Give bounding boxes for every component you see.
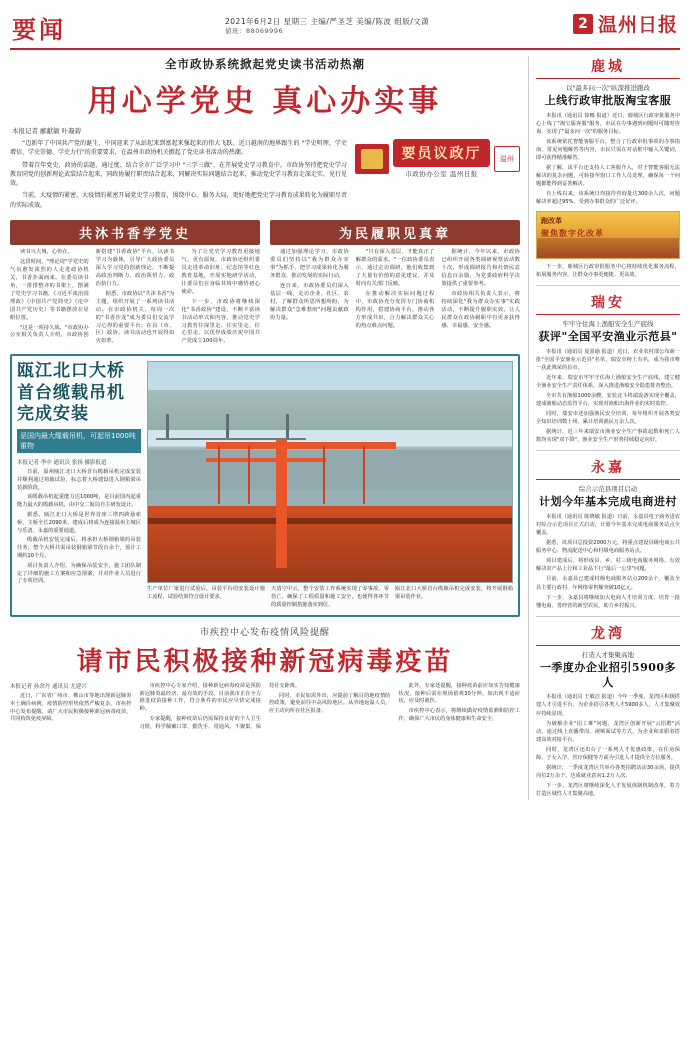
paragraph: 据了解，该平台还支持人工客服介入，对于智能客服无法解决的复杂问题，可转接至窗口工作人员处理，确保每一个问题都能得到妥善解决。 xyxy=(536,165,680,188)
bottom-article xyxy=(10,625,520,732)
paragraph: 下一步，永嘉县将继续加大电商人才培训力度，培育一批懂电商、善经营的新型农民，助力乡村振兴。 xyxy=(536,594,680,609)
lead-kicker: 全市政协系统掀起党史读书活动热潮 xyxy=(165,57,365,71)
seal-icon: 温州 xyxy=(494,146,520,172)
brief-kicker: 综合示范县项目启动 xyxy=(578,485,638,494)
sub-article-head: 共沐书香学党史 xyxy=(10,220,260,245)
brief-item-lucheng xyxy=(536,56,680,279)
page-number: 2 xyxy=(573,14,593,34)
lead-text xyxy=(10,139,347,213)
brief-body xyxy=(536,348,680,445)
photo-captions xyxy=(147,586,513,609)
brief-body xyxy=(536,693,680,798)
masthead-info xyxy=(225,16,429,37)
feature-title-line1: 瓯江北口大桥 xyxy=(17,361,125,382)
crane-jib xyxy=(206,442,396,449)
paragraph: 为了让党史学习教育更接地气、更有温度，市政协还组织委员走进革命旧址、纪念馆等红色教育基地，开展实地研学活动，让委员们在身临其境中感悟初心使命。 xyxy=(181,249,260,295)
feature-photo-side xyxy=(147,361,513,609)
paragraph: 这段时间，"理论周"学党史的气氛愈发浓烈的人走进政协机关，书香扑面而来。在委员读书角，一排排整齐的书架上，摆满了党史学习书籍，《习近平谈治国理政》《中国共产党简史》《论中国共产党历史》等书籍摆放在显眼位置。 xyxy=(10,259,89,321)
feature-subtitle: 是国内最大缆载吊机，可起吊1000吨重物 xyxy=(17,429,141,453)
sub-articles xyxy=(10,220,520,346)
brief-kicker: 以"最多问一次"纵深推进跑改 xyxy=(566,84,650,92)
paragraph: 项目负责人介绍，为确保吊装安全，施工团队制定了详细的施工方案和应急预案，并对作业人员进行了专项培训。 xyxy=(17,562,141,585)
brief-title: 获评"全国平安渔业示范县" xyxy=(538,329,678,343)
crane-cable xyxy=(363,446,365,504)
emblem-icon xyxy=(355,144,389,174)
brief-body-tail xyxy=(536,263,680,279)
paragraph: 据悉，瓯江北口大桥是世界首座三塔四跨悬索桥，主桥全长2090米，建成后将成为连接温州主城区与乐清、永嘉的重要通道。 xyxy=(17,512,141,534)
paper-name: 温州日报 xyxy=(597,14,678,36)
brief-item-ruian xyxy=(536,292,680,445)
feature-title xyxy=(17,361,141,425)
badge-title: 要员议政厅 xyxy=(401,146,482,162)
brief-kicker: 牢牢守住海上渔船安全生产底线 xyxy=(562,319,654,328)
main-column xyxy=(10,56,520,800)
paragraph: 据悉，市政协以"共沐书香"为主题，组织开展了一系列读书活动。在市政协机关，每周一次的"书香沙龙"成为委员们交流学习心得的重要平台；在县（市、区）政协，读书活动也开展得如火如荼。 xyxy=(95,290,175,345)
brief-title: 上线行政审批版淘宝客服 xyxy=(544,94,672,107)
lead-para: 当前，大疫情的紧密，大疫情的紧密开展党史学习教育，围绕中心、服务大局，更好地把党史学习教育成果转化为履职尽责的实际成效。 xyxy=(10,192,347,209)
lead-para: 带着百年党史，政协的话题、通过度、结合全市广泛学习中 "三学三做"、在开展党史学习教育中，市政协坚持把党史学习教育同党的创新理论武装结合起来，同政协履行职责结合起来，同解决实际问题结合起来，推动党史学习教育走深走实、见行见效。 xyxy=(10,161,347,188)
bottom-body xyxy=(10,683,520,732)
section-badge xyxy=(355,139,520,213)
badge-subtitle: 市政协办公室 温州日报 xyxy=(393,167,490,178)
paragraph: 日前，温州瓯江北口大桥首台缆载吊机完成安装并顺利通过荷载试验，标志着大桥建设进入钢箱梁吊装新阶段。 xyxy=(17,469,141,491)
paragraph: 近年来，瑞安市牢牢守住海上渔船安全生产底线，建立健全渔业安全生产责任体系，深入推进渔船安全隐患排查整治。 xyxy=(536,374,680,389)
paragraph: "只有深入基层，才能真正了解群众的需求。"一位政协委员表示，通过走访调研，他们收集到了大量有价值的意见建议，并及时向有关部门反映。 xyxy=(355,249,435,287)
paragraph: 为破解企业"招工难"问题，龙湾区创新开展"云招聘"活动，通过线上直播带岗、视频面试等方式，为企业和求职者搭建高效对接平台。 xyxy=(536,720,680,743)
caption-right: 瓯江北口大桥首台缆载吊机完成安装，将开展钢箱梁吊装作业。 xyxy=(395,586,513,601)
paragraph: 市政协相关负责人表示，将持续深化"我为群众办实事"实践活动，不断提升履职实效，让人民群众在政协履职中有更多获得感、幸福感、安全感。 xyxy=(441,290,520,329)
paragraph: 近日，广东省广州市、佛山市等地出现新冠肺炎本土确诊病例，疫情防控形势依然严峻复杂。市疾控中心发布提醒，请广大市民积极接种新冠病毒疫苗，共同构筑免疫屏障。 xyxy=(10,692,132,723)
paragraph: 全市共有渔船1000余艘，安装北斗终端设备实现全覆盖，建成渔船动态监管平台，实现对渔船出海作业的实时监控。 xyxy=(536,392,680,407)
caption-mid: 天清空中云，整个安装工作系统实现了零事故、零伤亡，确保了工程质量和施工安全，也使得各环节的质量控制措施落实到位。 xyxy=(271,586,389,608)
feature-body xyxy=(17,469,141,586)
paragraph: 自上线以来，该系统日均接待咨询量达300余人次，问题解决率超过95%，受到办事群众的广泛好评。 xyxy=(536,191,680,206)
brief-body xyxy=(536,112,680,207)
briefs-column xyxy=(528,56,680,800)
lead-byline: 本报记者 郦献敏 叶凝碧 xyxy=(12,127,82,135)
brief-byline: 本报讯（通讯员 夏盈瑜 报道）近日，农业农村部公布新一批"全国平安渔业示范县"名单，瑞安市榜上有名，成为我市唯一获此殊荣的县市。 xyxy=(536,348,680,371)
badge-row xyxy=(355,139,520,178)
lead-headline: 用心学党史 真心办实事 xyxy=(87,84,443,119)
brief-town: 龙湾 xyxy=(536,623,680,646)
crane-photo xyxy=(147,361,513,583)
lead-para: “迈新年了中国共产党的诞生，中国迎来了从站起来到富起来强起来的伟大飞跃。近日越南的地界跟生的 "学史明理、学史增信、学史崇德、学史力行"的重要要求，在温州市政协机关掀起了党史读书活动的热潮。 xyxy=(10,140,347,157)
paragraph: 据悉，该项目总投资2000万元，将重点建设县级电商公共服务中心、物流配送中心和村级电商服务站点。 xyxy=(536,540,680,555)
masthead xyxy=(10,8,680,50)
brief-town: 鹿城 xyxy=(536,56,680,79)
feature-byline: 本报记者 李中 通讯员 张扬 摄影报道 xyxy=(17,460,107,467)
paragraph: 同时，龙湾区还出台了一系列人才优惠政策，在住房保障、子女入学、医疗保健等方面为引进人才提供全方位服务。 xyxy=(536,746,680,761)
brief-title: 一季度办企业招引5900多人 xyxy=(539,660,677,689)
section-title: 要闻 xyxy=(12,15,66,44)
paragraph: 读书兴大城，心传在。 xyxy=(20,249,73,256)
bottom-headline: 请市民积极接种新冠病毒疫苗 xyxy=(76,646,454,677)
brief-illustration xyxy=(536,211,680,259)
page-body xyxy=(10,56,680,800)
river-water xyxy=(148,450,512,490)
paragraph: 连日来，市政协委员们深入基层一线，走访企业、社区、农村，了解群众所思所想所盼，为解决群众"急难愁盼"问题贡献政协力量。 xyxy=(270,282,349,321)
bottom-kicker: 市疾控中心发布疫情风险提醒 xyxy=(199,627,330,638)
crane-cable xyxy=(218,446,220,504)
brief-title: 计划今年基本完成电商进村 xyxy=(539,495,677,509)
brief-body xyxy=(536,513,680,610)
sub-article xyxy=(270,220,520,346)
lead-area xyxy=(10,139,520,213)
paragraph: 缆载吊机安装完成后，将承担大桥钢箱梁的吊装任务。整个大桥共需吊装钢箱梁节段百余个，预计工期约10个月。 xyxy=(17,537,141,560)
publication-date: 2021年6月2日 星期三 主编/严圣芝 美编/陈波 组版/文潇 xyxy=(225,17,430,26)
brief-item-longwan xyxy=(536,623,680,798)
bridge-deck-foreground xyxy=(148,506,512,582)
paragraph: 据统计，今年以来，市政协已组织开展各类调研视察活动数十次，形成调研报告和社情民意信息百余篇，为党委政府科学决策提供了重要参考。 xyxy=(441,249,520,287)
paragraph: 据统计，一季度龙湾区共举办各类招聘活动30余场，提供岗位2万余个，达成就业意向1.2万人次。 xyxy=(536,764,680,779)
badge-banner xyxy=(393,139,490,167)
paragraph: 专家提醒，接种疫苗后仍需保持良好的个人卫生习惯，科学佩戴口罩、勤洗手、常通风、不聚集、保持社交距离。 xyxy=(139,682,301,730)
sub-article-body xyxy=(10,249,260,346)
paragraph: 通过加强理论学习，市政协委员们坚持以"我为群众办实事"为抓手，把学习成果转化为服务群众、推动发展的实际行动。 xyxy=(270,249,349,279)
brief-town: 瑞安 xyxy=(536,292,680,315)
bottom-byline: 本报记者 孙余丹 通讯员 尤建兴 xyxy=(10,683,87,690)
paragraph: "这是一项持久战。"市政协办公室相关负责人介绍，市政协创新搭建"书香政协"平台，以读书学习为载体，引导广大政协委员深入学习党的创新理论，不断提高政治判断力、政治领悟力、政治执行力。 xyxy=(10,249,175,339)
contact-line: 値班：88069996 xyxy=(225,27,284,36)
caption-left: 生产单位厂家进行试验后，吊装平台的安装设计施工流程，试验结果符合设计要求。 xyxy=(147,586,265,601)
crane-mast xyxy=(276,440,287,568)
paragraph: 此外，专家还提醒，接种疫苗前应如实告知健康状况，接种后需在现场留观30分钟。如出现不适症状，应及时就医。 xyxy=(398,682,520,705)
illustration-label-2: 聚焦数字化改革 xyxy=(541,228,604,238)
illustration-skyline xyxy=(537,238,679,258)
paragraph: 下一步，龙湾区将继续深化人才发展体制机制改革，着力打造区域性人才集聚高地。 xyxy=(536,783,680,798)
paragraph: 市疾控中心专家介绍，接种新冠病毒疫苗是预防新冠肺炎最经济、最有效的手段。目前我市正在全力推进疫苗接种工作，符合条件的市民应尽快完成接种。 xyxy=(139,682,261,713)
brief-byline: 本报讯（通讯员 陈晓敏 报道）日前，永嘉县电子商务进农村综合示范项目正式启动，计划今年基本完成电商服务站点全覆盖。 xyxy=(536,514,680,537)
brief-town: 永嘉 xyxy=(536,457,680,480)
paragraph: 同时，瑞安市还加强渔民安全培训，每年组织开展各类安全知识培训数十场，累计培训渔民万余人次。 xyxy=(536,410,680,425)
brief-byline: 本报讯（通讯员 王敏洁 报道）今年一季度，龙湾区积极搭建人才引进平台，为企业招引各类人才5900多人，人才集聚效应持续显现。 xyxy=(536,694,680,717)
paragraph: 项目建成后，将形成县、乡、村三级电商服务网络，有效解决农产品上行和工业品下行"最后一公里"问题。 xyxy=(536,558,680,573)
sub-article-body xyxy=(270,249,520,330)
paragraph: 市疾控中心表示，将继续做好疫情监测和防控工作，确保广大市民的身体健康和生命安全。 xyxy=(398,708,520,722)
crane-cable xyxy=(248,446,250,504)
feature-title-line2: 首台缆载吊机完成安装 xyxy=(17,382,125,424)
feature-text-side xyxy=(17,361,141,609)
crane-jib-lower xyxy=(206,458,326,462)
brief-byline: 本报讯（通讯员 徐娜 报道）近日，鹿城区行政审批服务中心上线了"淘宝版客服"服务，市民在办事遇到问题时可随时咨询，实现了"最多问一次"的服务目标。 xyxy=(536,112,680,135)
paragraph: 据统计，近三年来瑞安市渔业安全生产事故起数和死亡人数均实现"双下降"，渔业安全生产形势持续稳定向好。 xyxy=(536,429,680,444)
sub-article-head: 为民履职见真章 xyxy=(270,220,520,245)
paragraph: 目前，永嘉县已建成村级电商服务站点200余个，覆盖全县主要行政村，年网络零售额突破10亿元。 xyxy=(536,576,680,591)
paragraph: 同时，市民如需外出，应提前了解目的地疫情防控政策，避免前往中高风险地区。从外地返温人员，应主动向所在社区报备。 xyxy=(269,692,391,715)
paragraph: 该系统依托智能客服平台，整合了行政审批事项的办事指南、常见问题解答等内容，市民只需在对话框中输入关键词，即可获得精准解答。 xyxy=(536,139,680,162)
paragraph: 下一步，鹿城区行政审批服务中心将持续优化服务流程，拓展服务内容，让群众办事更便捷、更高效。 xyxy=(536,263,680,278)
sub-article xyxy=(10,220,260,346)
brief-kicker: 打造人才集聚高地 xyxy=(582,650,634,659)
divider xyxy=(536,450,680,451)
paragraph: 下一步，市政协将继续深化"书香政协"建设，不断丰富读书活动形式和内容，推动党史学习教育往深里走、往实里走、往心里走，以优异成绩庆祝中国共产党成立100周年。 xyxy=(181,298,260,345)
divider xyxy=(536,616,680,617)
paragraph: 该缆载吊机起重能力达1000吨，是目前国内起重能力最大的缆载吊机，由中交二航局自主研发设计。 xyxy=(17,494,141,509)
divider xyxy=(536,285,680,286)
brief-item-yongjia xyxy=(536,457,680,610)
illustration-label-1: 跑改革 xyxy=(541,216,562,225)
paragraph: 在推动解决实际问题过程中，市政协充分发挥专门协商机构作用，搭建协商平台，推动各方形成共识，合力解决群众关心的热点难点问题。 xyxy=(355,290,435,329)
feature-article xyxy=(10,354,520,616)
crane-cable xyxy=(323,446,325,504)
masthead-right xyxy=(573,10,678,37)
